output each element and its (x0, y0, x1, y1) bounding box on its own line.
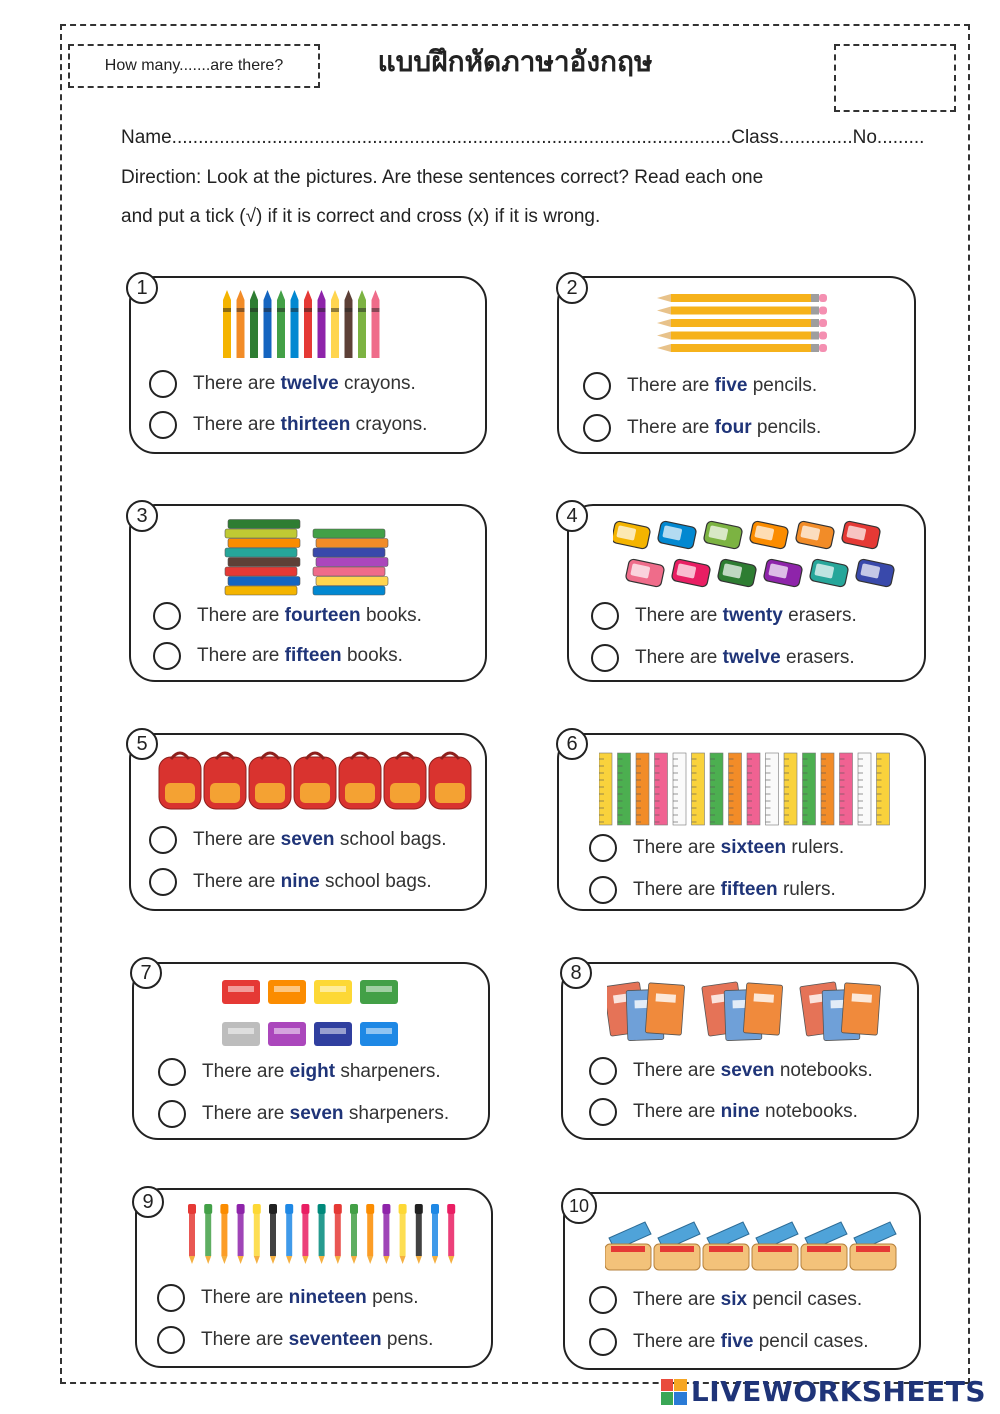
sharpener-blade (274, 986, 300, 992)
notebook-label (754, 993, 775, 1002)
option-text: There are nine notebooks. (633, 1101, 858, 1122)
school-bag-pocket (300, 783, 330, 803)
book (225, 548, 297, 557)
pencil-ferrule (811, 319, 819, 327)
score-box (834, 44, 956, 112)
pen-tip (286, 1256, 292, 1264)
pencil (671, 294, 811, 302)
notebooks-icon (607, 978, 907, 1048)
pencil (671, 319, 811, 327)
answer-circle[interactable] (149, 868, 177, 896)
option-text: There are fourteen books. (197, 605, 422, 626)
question-number-1: 1 (126, 272, 158, 304)
crayon-tip (250, 290, 258, 300)
sharpener-blade (320, 986, 346, 992)
school-bag-pocket (255, 783, 285, 803)
crayon-tip (304, 290, 312, 300)
pen-tip (367, 1256, 373, 1264)
pen-cap (350, 1204, 358, 1214)
pen (351, 1214, 357, 1256)
pencil-case-contents (709, 1246, 743, 1252)
pen (383, 1214, 389, 1256)
crayon-tip (291, 290, 299, 300)
answer-circle[interactable] (589, 1328, 617, 1356)
pen-cap (415, 1204, 423, 1214)
notebook-label (852, 993, 873, 1002)
option-3b (153, 642, 403, 670)
crayon-band (358, 308, 366, 312)
pen-tip (205, 1256, 211, 1264)
topic-tag-text: How many.......are there? (104, 57, 284, 74)
answer-circle[interactable] (149, 411, 177, 439)
school-bag-pocket (210, 783, 240, 803)
crayon-band (318, 308, 326, 312)
pen-tip (383, 1256, 389, 1264)
pencil (671, 344, 811, 352)
option-text: There are sixteen rulers. (633, 837, 845, 858)
sharpener-blade (320, 1028, 346, 1034)
option-9a (157, 1284, 419, 1312)
answer-circle[interactable] (158, 1058, 186, 1086)
option-text: There are nineteen pens. (201, 1287, 419, 1308)
notebook (645, 983, 684, 1035)
pen (367, 1214, 373, 1256)
sharpener-blade (228, 986, 254, 992)
pen (400, 1214, 406, 1256)
option-4b (591, 644, 855, 672)
crayon-tip (223, 290, 231, 300)
answer-circle[interactable] (589, 834, 617, 862)
crayons-icon (219, 288, 399, 360)
option-text: There are five pencils. (627, 375, 818, 396)
brand-text: LIVEWORKSHEETS (690, 1375, 986, 1408)
ruler (636, 753, 649, 825)
crayon-tip (237, 290, 245, 300)
page-frame (60, 24, 970, 1384)
answer-circle[interactable] (589, 1057, 617, 1085)
pencil-tip (657, 294, 671, 302)
crayon-band (291, 308, 299, 312)
option-text: There are seven notebooks. (633, 1060, 873, 1081)
book (313, 567, 385, 576)
question-number-9: 9 (132, 1186, 164, 1218)
liveworksheets-logo-icon (661, 1379, 687, 1405)
question-number-3: 3 (126, 500, 158, 532)
option-text: There are fifteen rulers. (633, 879, 836, 900)
sharpener-blade (274, 1028, 300, 1034)
ruler (766, 753, 779, 825)
topic-tag (68, 44, 320, 88)
crayon-tip (277, 290, 285, 300)
pen-cap (382, 1204, 390, 1214)
name-class-line: Name..........................................................................................................Class..............No......... (121, 127, 925, 148)
question-number-4: 4 (556, 500, 588, 532)
pencil-case-contents (758, 1246, 792, 1252)
school-bag-pocket (435, 783, 465, 803)
question-card-3 (129, 504, 487, 682)
question-card-1 (129, 276, 487, 454)
option-5b (149, 868, 432, 896)
option-1a (149, 370, 416, 398)
pen-tip (270, 1256, 276, 1264)
notebook (743, 983, 782, 1035)
pencil (671, 307, 811, 315)
option-text: There are eight sharpeners. (202, 1061, 441, 1082)
pen-tip (302, 1256, 308, 1264)
question-card-9 (135, 1188, 493, 1368)
pencil-eraser (819, 307, 827, 315)
option-1b (149, 411, 427, 439)
ruler (747, 753, 760, 825)
pencil-eraser (819, 332, 827, 340)
pen (286, 1214, 292, 1256)
book (228, 558, 300, 567)
option-6b (589, 876, 836, 904)
option-text: There are four pencils. (627, 417, 822, 438)
question-card-8 (561, 962, 919, 1140)
crayon-tip (331, 290, 339, 300)
pencil-ferrule (811, 332, 819, 340)
answer-circle[interactable] (153, 602, 181, 630)
question-number-5: 5 (126, 728, 158, 760)
pen-cap (285, 1204, 293, 1214)
option-text: There are five pencil cases. (633, 1331, 869, 1352)
pen-tip (254, 1256, 260, 1264)
pen-cap (318, 1204, 326, 1214)
pen-cap (399, 1204, 407, 1214)
pen-tip (319, 1256, 325, 1264)
direction-line-1: Direction: Look at the pictures. Are these sentences correct? Read each one (121, 167, 764, 188)
pen-tip (400, 1256, 406, 1264)
pen (448, 1214, 454, 1256)
book (225, 586, 297, 595)
question-number-8: 8 (560, 957, 592, 989)
pencil-ferrule (811, 307, 819, 315)
pen-cap (366, 1204, 374, 1214)
pen (319, 1214, 325, 1256)
pen-cap (220, 1204, 228, 1214)
books-icon (221, 514, 391, 596)
option-text: There are seventeen pens. (201, 1329, 434, 1350)
pencils-icon (657, 290, 833, 356)
option-9b (157, 1326, 433, 1354)
pencil-eraser (819, 319, 827, 327)
option-7b (158, 1100, 449, 1128)
erasers-icon (613, 518, 903, 596)
pen (205, 1214, 211, 1256)
option-text: There are six pencil cases. (633, 1289, 863, 1310)
question-number-2: 2 (556, 272, 588, 304)
ruler (673, 753, 686, 825)
school-bag-pocket (390, 783, 420, 803)
option-text: There are nine school bags. (193, 871, 432, 892)
pencil-ferrule (811, 294, 819, 302)
question-card-10 (563, 1192, 921, 1370)
pen (254, 1214, 260, 1256)
direction-line-2: and put a tick (√) if it is correct and cross (x) if it is wrong. (121, 206, 601, 227)
option-text: There are seven school bags. (193, 829, 447, 850)
crayon-tip (358, 290, 366, 300)
question-number-10: 10 (561, 1188, 597, 1224)
pen-tip (189, 1256, 195, 1264)
school-bag-pocket (165, 783, 195, 803)
sharpener-blade (366, 986, 392, 992)
sharpener-blade (366, 1028, 392, 1034)
ruler (858, 753, 871, 825)
book (228, 539, 300, 548)
option-text: There are twelve crayons. (193, 373, 416, 394)
ruler (655, 753, 668, 825)
book (313, 548, 385, 557)
book (228, 520, 300, 529)
option-8b (589, 1098, 858, 1126)
pencil-ferrule (811, 344, 819, 352)
crayon-band (237, 308, 245, 312)
answer-circle[interactable] (591, 602, 619, 630)
pen-cap (253, 1204, 261, 1214)
book (316, 577, 388, 586)
question-card-4 (567, 504, 926, 682)
pen (416, 1214, 422, 1256)
answer-circle[interactable] (157, 1326, 185, 1354)
crayon-band (264, 308, 272, 312)
pens-icon (187, 1204, 467, 1266)
pen-tip (238, 1256, 244, 1264)
book (225, 529, 297, 538)
pen-tip (432, 1256, 438, 1264)
pen (189, 1214, 195, 1256)
book (316, 539, 388, 548)
crayon-band (277, 308, 285, 312)
option-2b (583, 414, 821, 442)
pen-cap (188, 1204, 196, 1214)
pen-cap (431, 1204, 439, 1214)
question-card-2 (557, 276, 916, 454)
ruler (692, 753, 705, 825)
option-10a (589, 1286, 862, 1314)
ruler (710, 753, 723, 825)
ruler (599, 753, 612, 825)
pen-cap (237, 1204, 245, 1214)
option-text: There are fifteen books. (197, 645, 403, 666)
pen-tip (221, 1256, 227, 1264)
pen (335, 1214, 341, 1256)
pen (270, 1214, 276, 1256)
option-text: There are seven sharpeners. (202, 1103, 450, 1124)
pencil-tip (657, 344, 671, 352)
book (313, 586, 385, 595)
book (316, 558, 388, 567)
pen-cap (269, 1204, 277, 1214)
pen (221, 1214, 227, 1256)
answer-circle[interactable] (583, 372, 611, 400)
pen-tip (448, 1256, 454, 1264)
answer-circle[interactable] (153, 642, 181, 670)
crayon-band (223, 308, 231, 312)
option-7a (158, 1058, 441, 1086)
answer-circle[interactable] (589, 1098, 617, 1126)
book (228, 577, 300, 586)
pencil-case-contents (611, 1246, 645, 1252)
ruler (618, 753, 631, 825)
option-10b (589, 1328, 869, 1356)
book (225, 567, 297, 576)
pencil-eraser (819, 344, 827, 352)
pencil-cases-icon (605, 1216, 905, 1276)
pen (432, 1214, 438, 1256)
school-bag-pocket (345, 783, 375, 803)
crayon-band (304, 308, 312, 312)
option-4a (591, 602, 857, 630)
crayon-tip (345, 290, 353, 300)
pencil-tip (657, 319, 671, 327)
notebook-label (656, 993, 677, 1002)
pencil-tip (657, 332, 671, 340)
answer-circle[interactable] (158, 1100, 186, 1128)
answer-circle[interactable] (149, 826, 177, 854)
question-card-7 (132, 962, 490, 1140)
pen-cap (447, 1204, 455, 1214)
answer-circle[interactable] (591, 644, 619, 672)
ruler (729, 753, 742, 825)
option-text: There are twenty erasers. (635, 605, 857, 626)
pen-cap (334, 1204, 342, 1214)
option-8a (589, 1057, 873, 1085)
pencil-eraser (819, 294, 827, 302)
sharpeners-icon (220, 976, 410, 1050)
pencil-case-contents (807, 1246, 841, 1252)
footer-logo (661, 1375, 986, 1408)
pen-tip (351, 1256, 357, 1264)
pencil-case-contents (660, 1246, 694, 1252)
question-number-7: 7 (130, 957, 162, 989)
sharpener-blade (228, 1028, 254, 1034)
answer-circle[interactable] (589, 876, 617, 904)
book (313, 529, 385, 538)
question-card-5 (129, 733, 487, 911)
ruler (803, 753, 816, 825)
rulers-icon (599, 751, 899, 827)
question-card-6 (557, 733, 926, 911)
pen-cap (204, 1204, 212, 1214)
crayon-band (250, 308, 258, 312)
crayon-band (345, 308, 353, 312)
option-text: There are twelve erasers. (635, 647, 855, 668)
question-number-6: 6 (556, 728, 588, 760)
ruler (784, 753, 797, 825)
answer-circle[interactable] (157, 1284, 185, 1312)
pen (238, 1214, 244, 1256)
option-6a (589, 834, 844, 862)
option-3a (153, 602, 422, 630)
answer-circle[interactable] (589, 1286, 617, 1314)
crayon-tip (318, 290, 326, 300)
crayon-band (372, 308, 380, 312)
pencil-tip (657, 307, 671, 315)
answer-circle[interactable] (583, 414, 611, 442)
page-title: แบบฝึกหัดภาษาอังกฤษ (377, 45, 653, 78)
notebook (841, 983, 880, 1035)
pencil (671, 332, 811, 340)
answer-circle[interactable] (149, 370, 177, 398)
crayon-band (331, 308, 339, 312)
pen (302, 1214, 308, 1256)
pen-cap (301, 1204, 309, 1214)
option-2a (583, 372, 817, 400)
ruler (821, 753, 834, 825)
crayon-tip (372, 290, 380, 300)
pen-tip (416, 1256, 422, 1264)
school-bags-icon (157, 747, 479, 813)
pen-tip (335, 1256, 341, 1264)
crayon-tip (264, 290, 272, 300)
option-text: There are thirteen crayons. (193, 414, 428, 435)
pencil-case-contents (856, 1246, 890, 1252)
option-5a (149, 826, 447, 854)
ruler (877, 753, 890, 825)
ruler (840, 753, 853, 825)
